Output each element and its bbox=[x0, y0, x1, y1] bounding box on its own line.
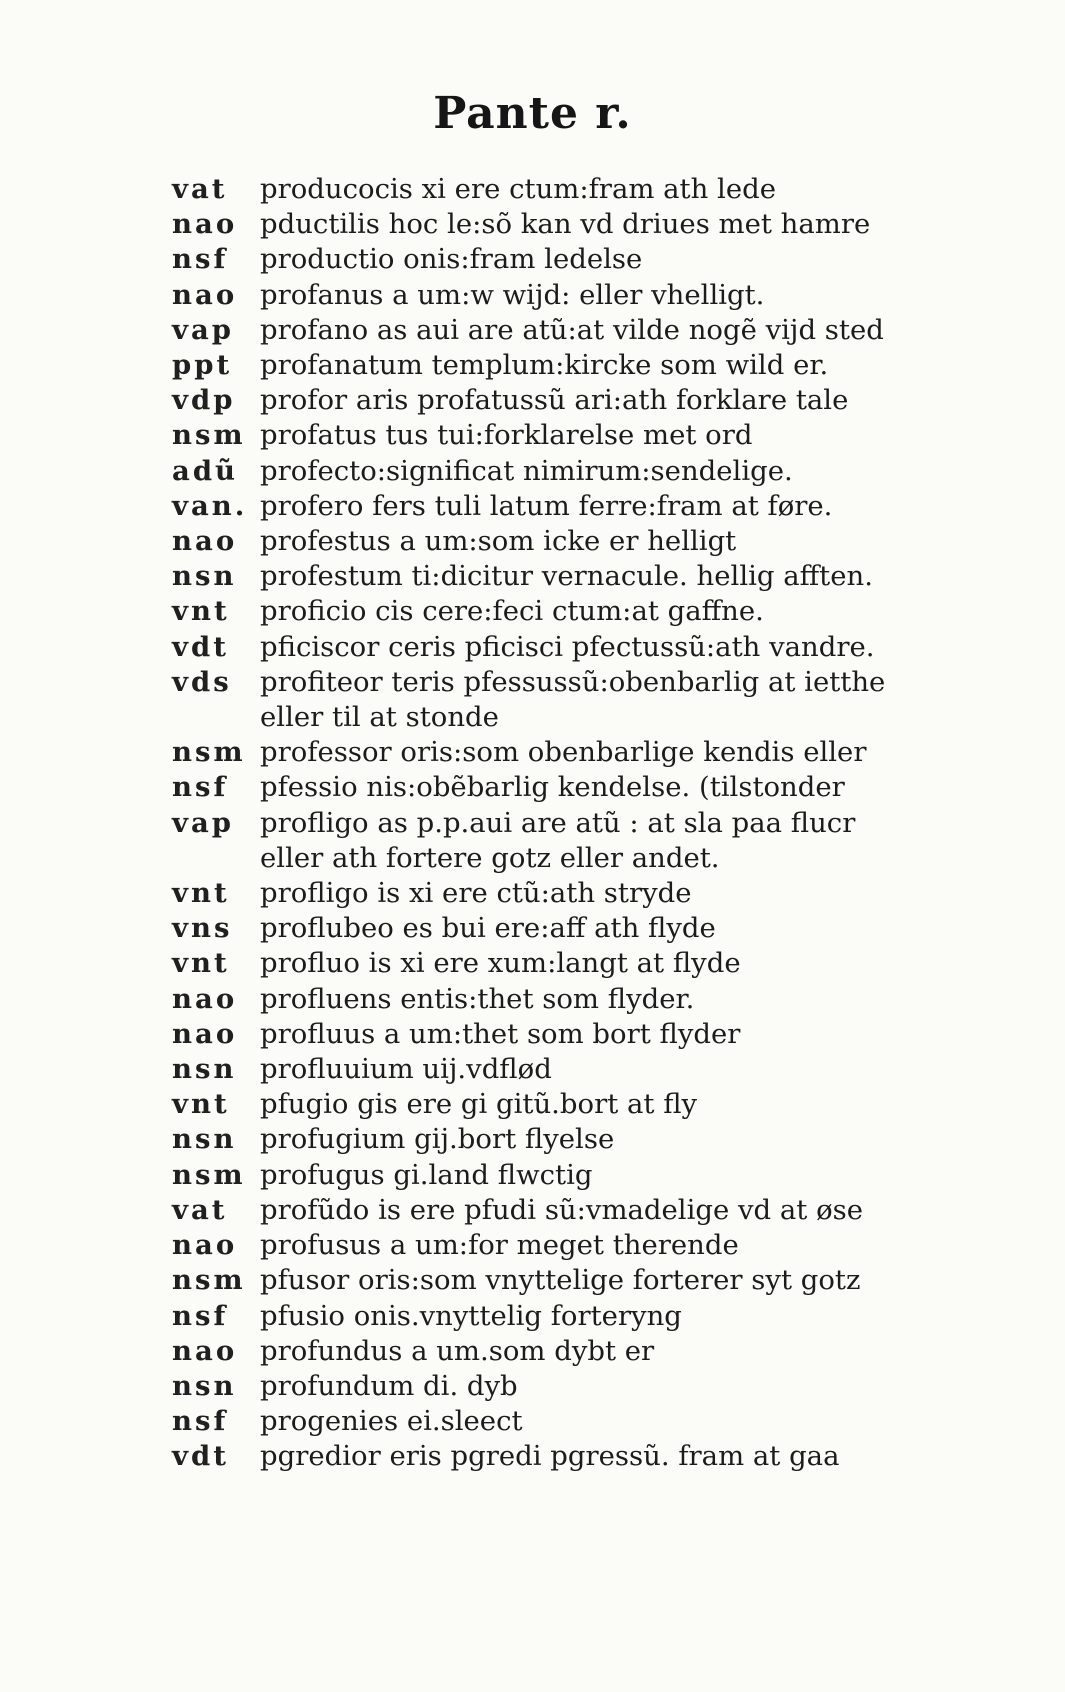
entry-text: profanus a um:w wijd: eller vhelligt. bbox=[260, 278, 765, 311]
dictionary-entry bbox=[172, 1334, 932, 1369]
grammar-code: vnt bbox=[172, 947, 230, 980]
grammar-code: vap bbox=[172, 313, 235, 346]
dictionary-entry bbox=[172, 1228, 932, 1263]
dictionary-entry bbox=[172, 982, 932, 1017]
grammar-code: ppt bbox=[172, 349, 233, 382]
entry-text: profundus a um.som dybt er bbox=[260, 1334, 655, 1367]
dictionary-entry bbox=[172, 489, 932, 524]
dictionary-entry bbox=[172, 876, 932, 911]
entry-text: profligo as p.p.aui are atũ : at sla paa flucr eller ath fortere gotz eller andet. bbox=[260, 806, 856, 874]
grammar-code: nsf bbox=[172, 771, 229, 804]
grammar-code: vnt bbox=[172, 595, 230, 628]
entry-text: professor oris:som obenbarlige kendis eller bbox=[260, 736, 867, 769]
grammar-code: nsm bbox=[172, 736, 246, 769]
entry-text: profugus gi.land flwctig bbox=[260, 1158, 593, 1191]
grammar-code: nsf bbox=[172, 1299, 229, 1332]
dictionary-entry bbox=[172, 1299, 932, 1334]
entry-text: productio onis:fram ledelse bbox=[260, 243, 643, 276]
entry-text: progenies ei.sleect bbox=[260, 1405, 523, 1438]
dictionary-entry bbox=[172, 524, 932, 559]
grammar-code: vds bbox=[172, 665, 232, 698]
grammar-code: vap bbox=[172, 806, 235, 839]
grammar-code: nsn bbox=[172, 560, 237, 593]
dictionary-entry bbox=[172, 383, 932, 418]
entry-text: profligo is xi ere ctũ:ath stryde bbox=[260, 877, 692, 910]
dictionary-entries bbox=[172, 172, 932, 1475]
grammar-code: vnt bbox=[172, 1088, 230, 1121]
entry-text: proflubeo es bui ere:aff ath flyde bbox=[260, 912, 716, 945]
dictionary-entry bbox=[172, 559, 932, 594]
grammar-code: van. bbox=[172, 489, 248, 522]
entry-text: profecto:significat nimirum:sendelige. bbox=[260, 454, 793, 487]
entry-text: profestus a um:som icke er helligt bbox=[260, 525, 737, 558]
entry-text: profestum ti:dicitur vernacule. hellig afften. bbox=[260, 560, 873, 593]
entry-text: profor aris profatussũ ari:ath forklare tale bbox=[260, 384, 849, 417]
dictionary-entry bbox=[172, 1369, 932, 1404]
dictionary-entry bbox=[172, 1193, 932, 1228]
dictionary-entry bbox=[172, 946, 932, 981]
dictionary-entry bbox=[172, 1122, 932, 1157]
entry-text: profluus a um:thet som bort flyder bbox=[260, 1017, 741, 1050]
dictionary-entry bbox=[172, 172, 932, 207]
grammar-code: nsm bbox=[172, 1264, 246, 1297]
dictionary-entry bbox=[172, 1404, 932, 1439]
entry-text: profũdo is ere pfudi sũ:vmadelige vd at øse bbox=[260, 1193, 864, 1226]
grammar-code: nao bbox=[172, 982, 238, 1015]
grammar-code: nsm bbox=[172, 1158, 246, 1191]
entry-text: pficiscor ceris pficisci pfectussũ:ath vandre. bbox=[260, 630, 875, 663]
dictionary-entry bbox=[172, 911, 932, 946]
dictionary-entry bbox=[172, 242, 932, 277]
entry-text: pfusio onis.vnyttelig forteryng bbox=[260, 1299, 682, 1332]
entry-text: profano as aui are atũ:at vilde nogẽ vijd sted bbox=[260, 313, 884, 346]
entry-text: profiteor teris pfessussũ:obenbarlig at ietthe eller til at stonde bbox=[260, 665, 886, 734]
dictionary-entry bbox=[172, 1158, 932, 1193]
grammar-code: nsn bbox=[172, 1053, 237, 1086]
grammar-code: nao bbox=[172, 1334, 238, 1367]
entry-text: profusus a um:for meget therende bbox=[260, 1229, 739, 1262]
entry-text: profundum di. dyb bbox=[260, 1369, 518, 1402]
grammar-code: nsn bbox=[172, 1123, 237, 1156]
entry-text: profluo is xi ere xum:langt at flyde bbox=[260, 947, 741, 980]
grammar-code: vns bbox=[172, 912, 233, 945]
dictionary-entry bbox=[172, 806, 932, 876]
grammar-code: nsm bbox=[172, 419, 246, 452]
grammar-code: nao bbox=[172, 278, 238, 311]
dictionary-entry bbox=[172, 1017, 932, 1052]
dictionary-entry bbox=[172, 1087, 932, 1122]
grammar-code: nao bbox=[172, 1229, 238, 1262]
dictionary-entry bbox=[172, 348, 932, 383]
grammar-code: vdt bbox=[172, 630, 229, 663]
entry-text: pfusor oris:som vnyttelige forterer syt gotz bbox=[260, 1264, 861, 1297]
entry-text: profugium gij.bort flyelse bbox=[260, 1123, 615, 1156]
entry-text: profatus tus tui:forklarelse met ord bbox=[260, 419, 753, 452]
entry-text: proficio cis cere:feci ctum:at gaffne. bbox=[260, 595, 764, 628]
grammar-code: nsf bbox=[172, 1405, 229, 1438]
grammar-code: nao bbox=[172, 1017, 238, 1050]
entry-text: profluens entis:thet som flyder. bbox=[260, 982, 695, 1015]
entry-text: pductilis hoc le:sõ kan vd driues met hamre bbox=[260, 208, 871, 241]
grammar-code: vat bbox=[172, 1193, 228, 1226]
grammar-code: nao bbox=[172, 208, 238, 241]
entry-text: pgredior eris pgredi pgressũ. fram at gaa bbox=[260, 1440, 840, 1473]
dictionary-entry bbox=[172, 418, 932, 453]
dictionary-entry bbox=[172, 207, 932, 242]
grammar-code: adũ bbox=[172, 454, 239, 487]
grammar-code: vdp bbox=[172, 384, 236, 417]
dictionary-entry bbox=[172, 313, 932, 348]
dictionary-entry bbox=[172, 770, 932, 805]
dictionary-entry bbox=[172, 1263, 932, 1298]
entry-text: profluuium uij.vdflød bbox=[260, 1053, 552, 1086]
entry-text: profanatum templum:kircke som wild er. bbox=[260, 349, 829, 382]
grammar-code: nao bbox=[172, 525, 238, 558]
entry-text: pfugio gis ere gi gitũ.bort at fly bbox=[260, 1088, 698, 1121]
entry-text: pfessio nis:obẽbarlig kendelse. (tilstonder bbox=[260, 771, 845, 804]
dictionary-entry bbox=[172, 1052, 932, 1087]
dictionary-entry bbox=[172, 454, 932, 489]
dictionary-entry bbox=[172, 735, 932, 770]
dictionary-entry bbox=[172, 665, 932, 735]
dictionary-entry bbox=[172, 278, 932, 313]
grammar-code: vnt bbox=[172, 877, 230, 910]
entry-text: profero fers tuli latum ferre:fram at føre. bbox=[260, 489, 833, 522]
grammar-code: vat bbox=[172, 173, 228, 205]
dictionary-entry bbox=[172, 1439, 932, 1474]
grammar-code: nsn bbox=[172, 1369, 237, 1402]
grammar-code: nsf bbox=[172, 243, 229, 276]
grammar-code: vdt bbox=[172, 1440, 229, 1473]
dictionary-entry bbox=[172, 630, 932, 665]
entry-text: producocis xi ere ctum:fram ath lede bbox=[260, 173, 777, 205]
dictionary-entry bbox=[172, 594, 932, 629]
page-header: Pante r. bbox=[433, 88, 632, 139]
